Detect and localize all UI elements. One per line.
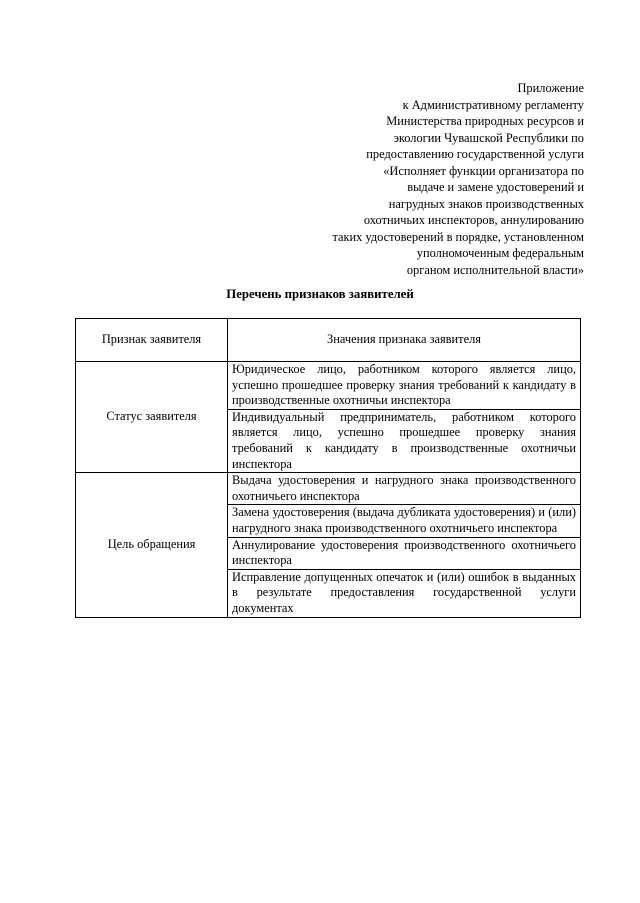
table-row <box>76 473 581 505</box>
appendix-line: Министерства природных ресурсов и <box>386 114 584 128</box>
appendix-line: таких удостоверений в порядке, установленном <box>332 229 584 244</box>
feature-cell-purpose: Цель обращения <box>76 473 228 617</box>
feature-cell-status: Статус заявителя <box>76 362 228 473</box>
value-cell: Индивидуальный предприниматель, работником которого является лицо, успешно прошедшее проверку знания требований к кандидату в производственные охотничьи инспектора <box>228 409 581 472</box>
appendix-line: нагрудных знаков производственных <box>388 196 584 211</box>
value-cell: Исправление допущенных опечаток и (или) ошибок в выданных в результате предоставления государственной услуги документах <box>228 569 581 617</box>
appendix-line: уполномоченным федеральным <box>416 246 584 260</box>
header-feature: Признак заявителя <box>76 319 228 362</box>
value-cell: Аннулирование удостоверения производственного охотничьего инспектора <box>228 537 581 569</box>
value-cell: Замена удостоверения (выдача дубликата удостоверения) и (или) нагрудного знака производственного охотничьего инспектора <box>228 505 581 537</box>
appendix-header <box>332 80 584 278</box>
appendix-line: предоставлению государственной услуги <box>366 147 584 161</box>
value-cell: Выдача удостоверения и нагрудного знака производственного охотничьего инспектора <box>228 473 581 505</box>
appendix-line: к Административному регламенту <box>402 97 584 112</box>
header-feature-values: Значения признака заявителя <box>228 319 581 362</box>
value-cell: Юридическое лицо, работником которого является лицо, успешно прошедшее проверку знания требований к кандидату в производственные охотничьи инспектора <box>228 362 581 410</box>
table-header-row <box>76 319 581 362</box>
appendix-line: органом исполнительной власти» <box>406 262 584 277</box>
table-row <box>76 362 581 410</box>
appendix-line: экологии Чувашской Республики по <box>393 130 584 145</box>
appendix-line: Приложение <box>517 81 584 95</box>
appendix-line: охотничьих инспекторов, аннулированию <box>363 213 584 227</box>
appendix-line: «Исполняет функции организатора по <box>383 163 584 178</box>
document-title: Перечень признаков заявителей <box>226 287 414 301</box>
appendix-line: выдаче и замене удостоверений и <box>407 180 584 194</box>
applicant-features-table <box>75 318 581 618</box>
